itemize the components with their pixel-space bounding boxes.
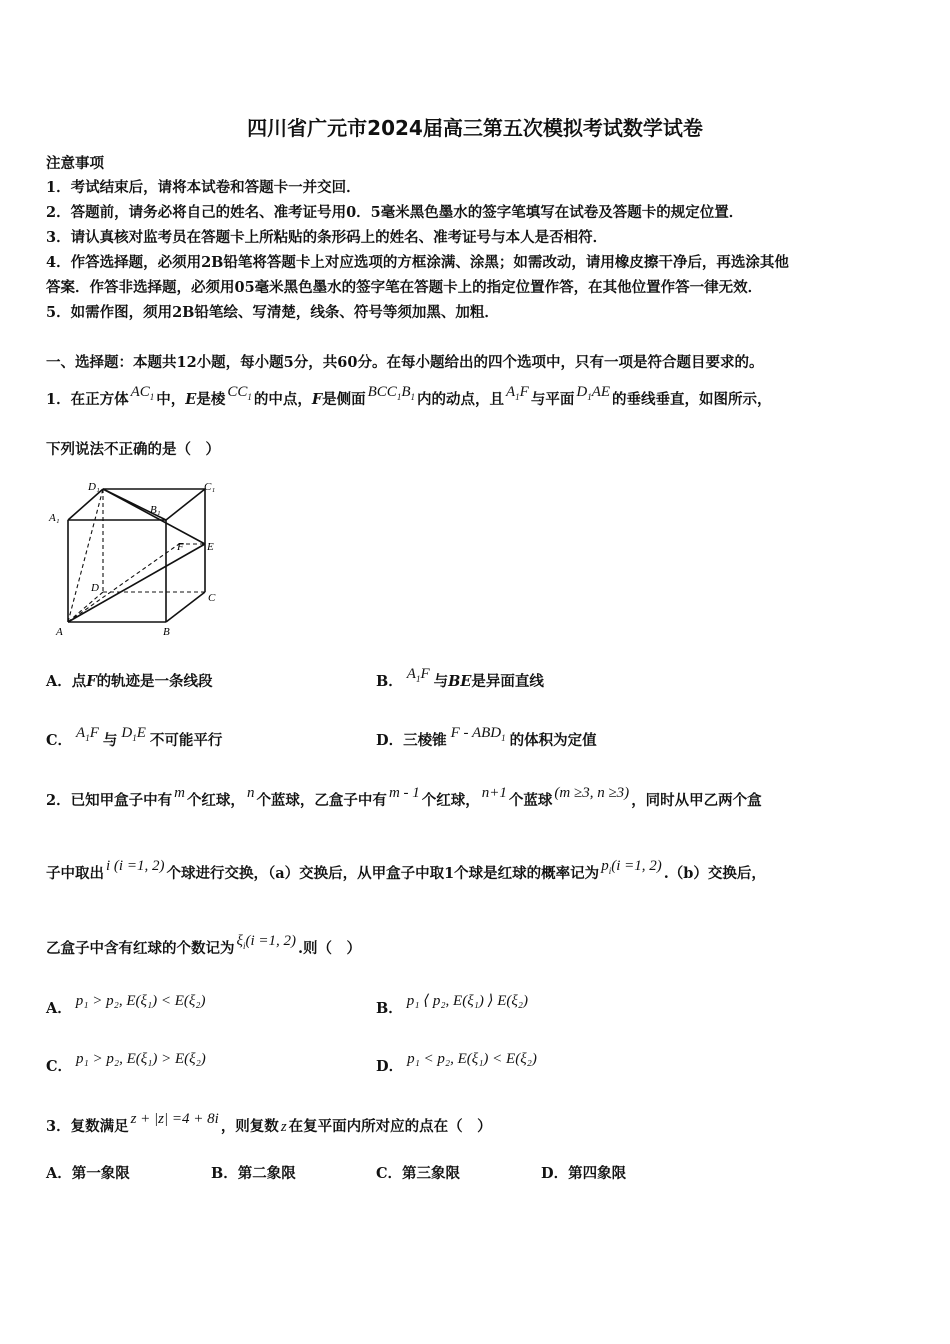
q1-option-a[interactable]: A．点F的轨迹是一条线段 [46,673,213,690]
notice-heading: 注意事项 [46,155,104,172]
q1-option-d[interactable]: D．三棱锥 F - $ABD_1$ 的体积为定值 [376,725,597,749]
question-3-stem: 3．复数满足 z + |z| =4 + 8i ，则复数 z 在复平面内所对应的点在（ ） [46,1111,492,1135]
math-expr: m [174,785,185,801]
math-expr: n+1 [481,785,507,801]
q2-option-b[interactable]: B． p₁ ⟨ p₂, E(ξ₁) ⟩ E(ξ₂) [376,993,528,1017]
notice-item: 5．如需作图，须用2B铅笔绘、写清楚，线条、符号等须加黑、加粗． [46,304,499,321]
math-expr: (m ≥3, n ≥3) [554,785,630,801]
math-expr: i (i =1, 2) [106,858,165,874]
vertex-label: E [207,541,214,553]
vertex-label: B₁ [150,504,161,516]
question-1-stem-line2: 下列说法不正确的是（ ） [46,441,220,458]
vertex-label: F [177,541,184,553]
q2-option-d[interactable]: D． p₁ < p₂, E(ξ₁) < E(ξ₂) [376,1051,537,1075]
math-expr: z [280,1119,287,1135]
notice-item: 3．请认真核对监考员在答题卡上所粘贴的条形码上的姓名、准考证号与本人是否相符． [46,229,608,246]
vertex-label: C [208,592,216,604]
vertex-label: A₁ [49,512,60,524]
math-expr: $BCC_1B_1$ [367,384,415,402]
vertex-label: C₁ [204,481,216,493]
q2-option-c[interactable]: C． p₁ > p₂, E(ξ₁) > E(ξ₂) [46,1051,206,1075]
q1-option-b[interactable]: B． $A_1F$ 与BE是异面直线 [376,666,544,690]
math-expr: $A_1F$ [506,384,529,402]
vertex-label: D [91,582,99,594]
notice-item: 1．考试结束后，请将本试卷和答题卡一并交回． [46,179,361,196]
question-1-stem: 1．在正方体 $AC_1$ 中，E是棱 $CC_1$ 的中点，F是侧面 $BCC_1B_1$ 内的动点，且 $A_1F$ 与平面 $D_1AE$ 的垂线垂直，如图所示， [46,384,772,408]
math-expr: m - 1 [388,785,420,801]
math-expr: $\xi_i(i =1$, 2) [236,933,296,951]
notice-item: 4．作答选择题，必须用2B铅笔将答题卡上对应选项的方框涂满、涂黑；如需改动，请用橡皮擦干净后，再选涂其他 [46,254,789,271]
q1-option-c[interactable]: C． $A_1F$ 与 $D_1E$ 不可能平行 [46,725,223,749]
question-2-stem: 2．已知甲盒子中有 m 个红球， n 个蓝球，乙盒子中有 m - 1 个红球， n+1 个蓝球 (m ≥3, n ≥3) ，同时从甲乙两个盒 [46,785,762,809]
math-expr: $p_i(i =1$, 2) [601,858,662,876]
q3-option-d[interactable]: D．第四象限 [541,1165,627,1182]
q3-option-a[interactable]: A．第一象限 [46,1165,130,1182]
math-expr: $CC_1$ [227,384,252,402]
cube-figure [44,474,244,644]
vertex-label: D₁ [88,481,100,493]
q3-option-c[interactable]: C．第三象限 [376,1165,461,1182]
notice-item: 答案．作答非选择题，必须用05毫米黑色墨水的签字笔在答题卡上的指定位置作答，在其他位置作答一律无效． [46,279,763,296]
page-title: 四川省广元市2024届高三第五次模拟考试数学试卷 [247,116,703,140]
notice-item: 2．答题前，请务必将自己的姓名、准考证号用0．5毫米黑色墨水的签字笔填写在试卷及答题卡的规定位置． [46,204,744,221]
vertex-label: B [163,626,170,638]
question-2-stem-line3: 乙盒子中含有红球的个数记为 $\xi_i(i =1$, 2) .则（ ） [46,933,362,957]
section-heading: 一、选择题：本题共12小题，每小题5分，共60分。在每小题给出的四个选项中，只有一项是符合题目要求的。 [46,354,764,371]
vertex-label: A [56,626,63,638]
math-expr: z + |z| =4 + 8i [130,1111,219,1127]
math-expr: $D_1AE$ [576,384,611,402]
math-expr: $AC_1$ [130,384,155,402]
math-expr: n [246,785,255,801]
q3-option-b[interactable]: B．第二象限 [211,1165,296,1182]
q2-option-a[interactable]: A． p₁ > p₂, E(ξ₁) < E(ξ₂) [46,993,206,1017]
question-2-stem-line2: 子中取出 i (i =1, 2) 个球进行交换，（a）交换后，从甲盒子中取1个球是红球的概率记为 $p_i(i =1$, 2) .（b）交换后， [46,858,766,882]
